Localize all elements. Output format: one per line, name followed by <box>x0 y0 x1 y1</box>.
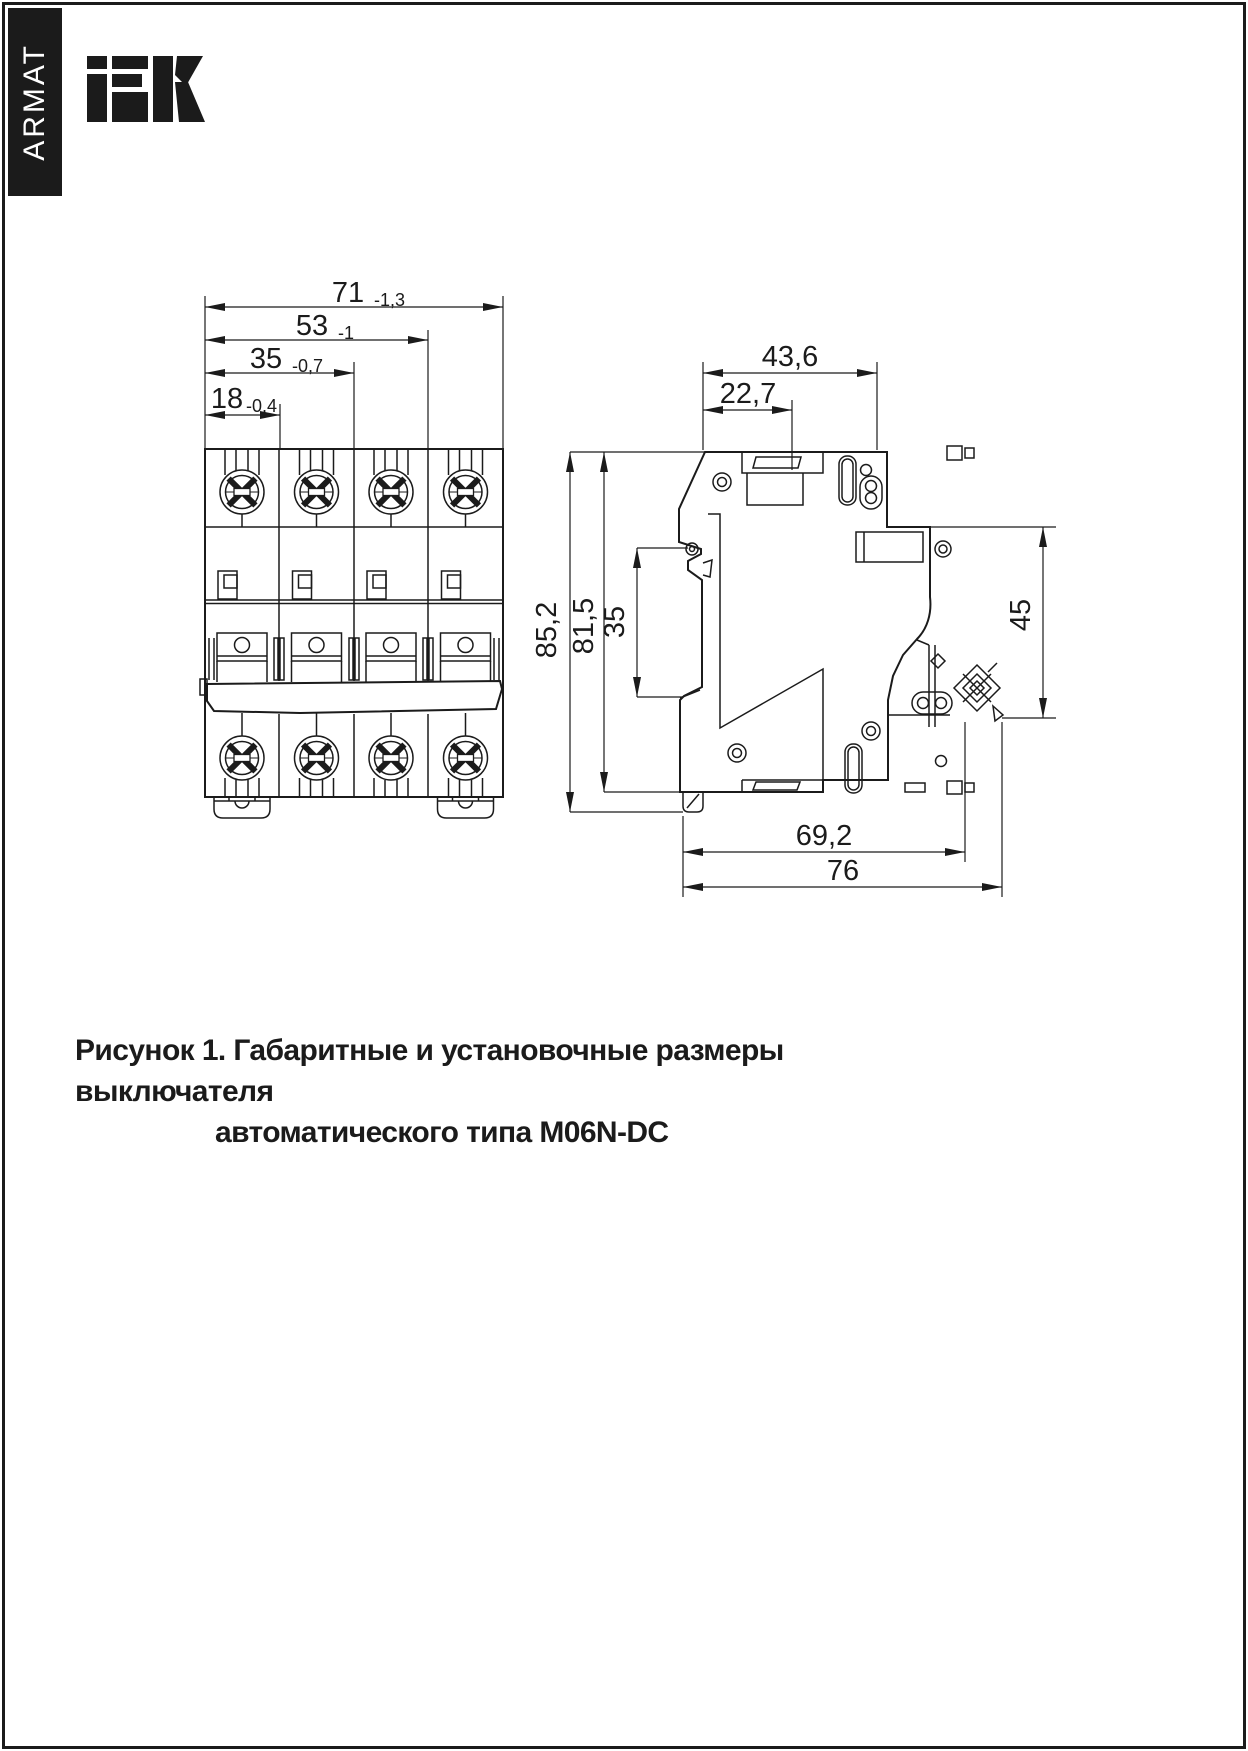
dim-width-18-tol: -0,4 <box>246 396 278 416</box>
dim-height-85-2: 85,2 <box>531 601 563 659</box>
dim-height-45: 45 <box>1005 598 1037 632</box>
armat-brand-label: ARMAT <box>18 43 51 161</box>
dim-width-35: 35 <box>249 343 283 375</box>
dim-depth-76: 76 <box>826 855 860 887</box>
dim-width-18: 18 <box>210 383 244 415</box>
side-body-outline <box>679 452 930 792</box>
dim-rail-35: 35 <box>599 605 631 639</box>
figure-caption-line1: Рисунок 1. Габаритные и установочные размеры выключателя <box>75 1034 784 1108</box>
dim-depth-69-2: 69,2 <box>795 820 853 852</box>
front-view <box>200 277 503 818</box>
dim-height-81-5: 81,5 <box>568 597 600 655</box>
handle-tie-bar <box>207 681 502 713</box>
dim-width-53: 53 <box>295 310 329 342</box>
dim-depth-22-7: 22,7 <box>719 378 777 410</box>
side-view <box>531 341 1056 897</box>
dim-width-71-tol: -1,3 <box>374 290 406 310</box>
dim-depth-43-6: 43,6 <box>761 341 819 373</box>
figure-caption-line2: автоматического типа М06N-DC <box>215 1116 669 1149</box>
dim-width-53-tol: -1 <box>338 323 355 343</box>
figure-caption <box>75 1030 875 1153</box>
dim-width-71: 71 <box>331 277 365 309</box>
dim-width-35-tol: -0,7 <box>292 356 324 376</box>
